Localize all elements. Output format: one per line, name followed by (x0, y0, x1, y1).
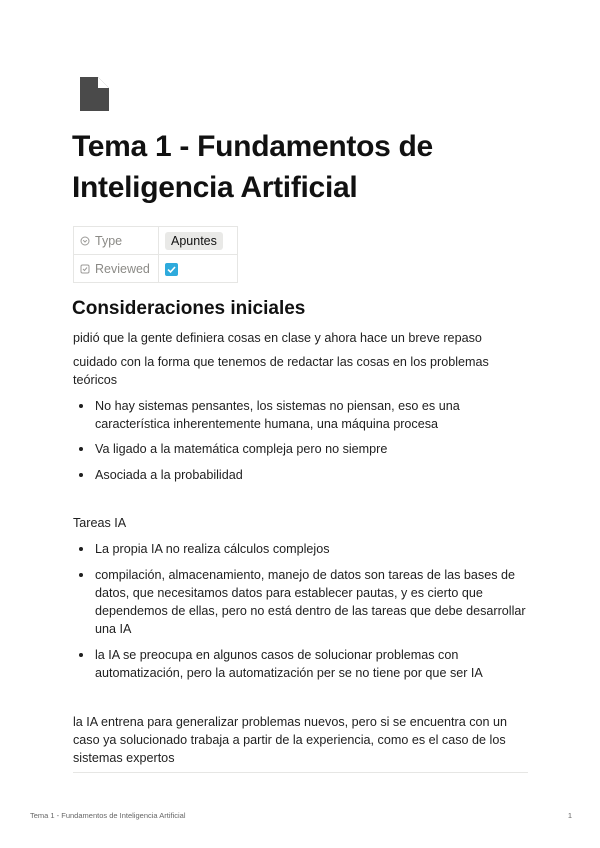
section-heading: Consideraciones iniciales (72, 298, 306, 319)
list-item-text: No hay sistemas pensantes, los sistemas no piensan, eso es una característica inherentemente humana, una máquina procesa (95, 399, 460, 431)
footer-page-number: 1 (567, 811, 572, 820)
checkbox-icon (80, 264, 90, 274)
property-key-reviewed (74, 255, 159, 283)
list-item-text: compilación, almacenamiento, manejo de datos son tareas de las bases de datos, que necesitamos datos para establecer pautas, y es cierto que dependemos de ellas, pero no está dentro de las tareas que debe desarrollar una IA (95, 568, 526, 636)
list-item (73, 540, 533, 558)
property-row-type (74, 227, 238, 255)
closing-paragraph: la IA entrena para generalizar problemas nuevos, pero si se encuentra con un caso ya solucionado trabaja a partir de la experiencia, como es el caso de los sistemas expertos (73, 715, 508, 765)
property-key-label: Type (95, 233, 123, 248)
paragraph: pidió que la gente definiera cosas en clase y ahora hace un breve repaso (73, 331, 482, 345)
property-value-reviewed[interactable] (159, 255, 238, 283)
subheading: Tareas IA (73, 516, 127, 530)
bullet-icon (79, 573, 83, 577)
property-key-label: Reviewed (95, 261, 150, 276)
list-item (73, 566, 533, 638)
bullet-icon (79, 447, 83, 451)
list-item (73, 466, 533, 484)
page-title: Tema 1 - Fundamentos de Inteligencia Artificial (72, 130, 433, 204)
bullet-icon (79, 547, 83, 551)
bullet-icon (79, 473, 83, 477)
reviewed-checkbox[interactable] (165, 263, 178, 276)
bullet-icon (79, 404, 83, 408)
paragraph: cuidado con la forma que tenemos de redactar las cosas en los problemas teóricos (73, 355, 489, 387)
property-row-reviewed (74, 255, 238, 283)
footer-title: Tema 1 - Fundamentos de Inteligencia Artificial (30, 811, 186, 820)
list-item-text: La propia IA no realiza cálculos complejos (95, 542, 330, 556)
list-item-text: Asociada a la probabilidad (95, 468, 243, 482)
list-item-text: Va ligado a la matemática compleja pero no siempre (95, 442, 388, 456)
list-item (73, 646, 533, 682)
list-item (73, 440, 533, 458)
bullet-list (73, 397, 533, 484)
list-item-text: la IA se preocupa en algunos casos de solucionar problemas con automatización, pero la automatización per se no tiene por que ser IA (95, 648, 483, 680)
bullet-icon (79, 653, 83, 657)
list-item (73, 397, 533, 433)
property-key-type (74, 227, 159, 255)
properties-table (73, 226, 238, 283)
document-icon (80, 77, 109, 111)
property-value-type[interactable] (159, 227, 238, 255)
divider (73, 772, 528, 773)
bullet-list (73, 540, 533, 682)
select-icon (80, 236, 90, 246)
type-tag[interactable]: Apuntes (165, 232, 223, 250)
